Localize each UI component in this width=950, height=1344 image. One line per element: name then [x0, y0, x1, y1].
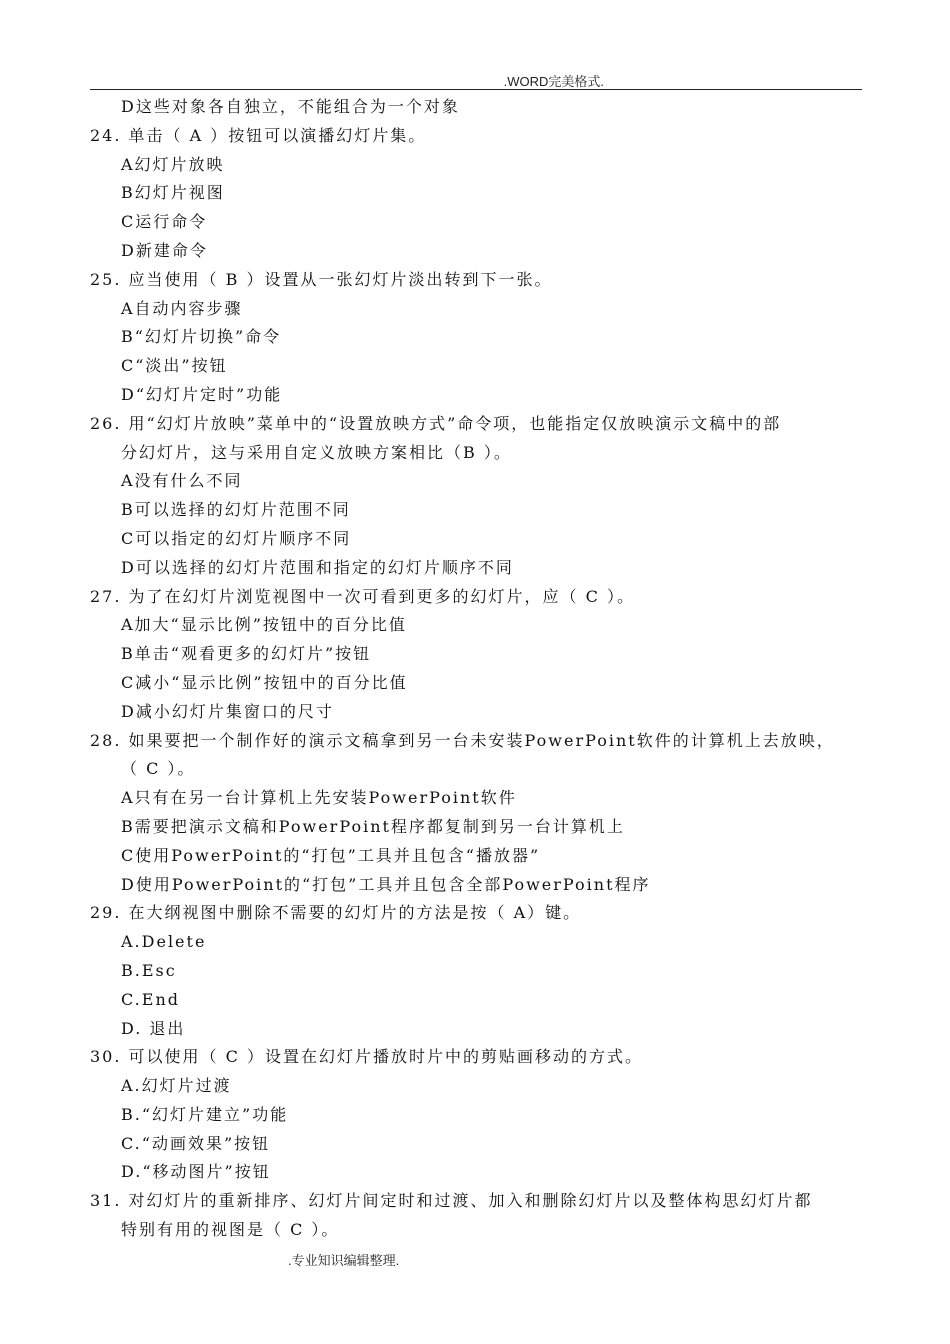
answer-option: B.“幻灯片建立”功能 — [121, 1104, 289, 1124]
answer-option: A加大“显示比例”按钮中的百分比值 — [121, 615, 407, 635]
question-text: 26. 用“幻灯片放映”菜单中的“设置放映方式”命令项，也能指定仅放映演示文稿中的部 — [90, 413, 782, 433]
question-text: 28. 如果要把一个制作好的演示文稿拿到另一台未安装PowerPoint软件的计算机上去放映， — [90, 730, 835, 750]
question-text-continued: 特别有用的视图是（ C ）。 — [121, 1220, 340, 1240]
answer-option: C“淡出”按钮 — [121, 356, 228, 376]
question-text-continued: （ C ）。 — [121, 759, 196, 779]
answer-option: B“幻灯片切换”命令 — [121, 327, 282, 347]
answer-option: C.“动画效果”按钮 — [121, 1133, 271, 1153]
answer-option: D可以选择的幻灯片范围和指定的幻灯片顺序不同 — [121, 557, 514, 577]
question-text-continued: 分幻灯片，这与采用自定义放映方案相比（B ）。 — [121, 442, 512, 462]
question-text: 31. 对幻灯片的重新排序、幻灯片间定时和过渡、加入和删除幻灯片以及整体构思幻灯片都 — [90, 1191, 813, 1211]
answer-option: B需要把演示文稿和PowerPoint程序都复制到另一台计算机上 — [121, 816, 625, 836]
answer-option: D新建命令 — [121, 240, 208, 260]
answer-option: D. 退出 — [121, 1018, 186, 1038]
answer-option: B可以选择的幻灯片范围不同 — [121, 500, 351, 520]
answer-option: C.End — [121, 989, 180, 1009]
question-text: 29. 在大纲视图中删除不需要的幻灯片的方法是按（ A）键。 — [90, 903, 582, 923]
answer-option: C运行命令 — [121, 212, 208, 232]
question-text: 24. 单击（ A ）按钮可以演播幻灯片集。 — [90, 125, 427, 145]
answer-option: C减小“显示比例”按钮中的百分比值 — [121, 672, 408, 692]
question-text: 27. 为了在幻灯片浏览视图中一次可看到更多的幻灯片，应（ C ）。 — [90, 586, 635, 606]
answer-option: D.“移动图片”按钮 — [121, 1162, 271, 1182]
answer-option: A只有在另一台计算机上先安装PowerPoint软件 — [121, 788, 517, 808]
answer-option: D“幻灯片定时”功能 — [121, 384, 283, 404]
answer-option: B.Esc — [121, 960, 177, 980]
answer-option: C使用PowerPoint的“打包”工具并且包含“播放器” — [121, 845, 541, 865]
answer-option: A.幻灯片过渡 — [121, 1076, 232, 1096]
question-text: 25. 应当使用（ B ）设置从一张幻灯片淡出转到下一张。 — [90, 269, 553, 289]
page-footer: .专业知识编辑整理. — [288, 1253, 400, 1268]
page-header — [90, 70, 862, 90]
answer-option: D这些对象各自独立，不能组合为一个对象 — [121, 97, 460, 116]
answer-option: A自动内容步骤 — [121, 298, 243, 318]
answer-option: A幻灯片放映 — [121, 154, 225, 174]
question-list — [90, 93, 862, 1245]
answer-option: D减小幻灯片集窗口的尺寸 — [121, 701, 334, 721]
question-text: 30. 可以使用（ C ）设置在幻灯片播放时片中的剪贴画移动的方式。 — [90, 1047, 643, 1067]
answer-option: D使用PowerPoint的“打包”工具并且包含全部PowerPoint程序 — [121, 874, 651, 894]
answer-option: C可以指定的幻灯片顺序不同 — [121, 528, 352, 548]
answer-option: A没有什么不同 — [121, 471, 243, 491]
answer-option: A.Delete — [121, 932, 207, 952]
answer-option: B幻灯片视图 — [121, 183, 225, 203]
answer-option: B单击“观看更多的幻灯片”按钮 — [121, 644, 372, 664]
header-text: .WORD完美格式. — [503, 74, 604, 89]
